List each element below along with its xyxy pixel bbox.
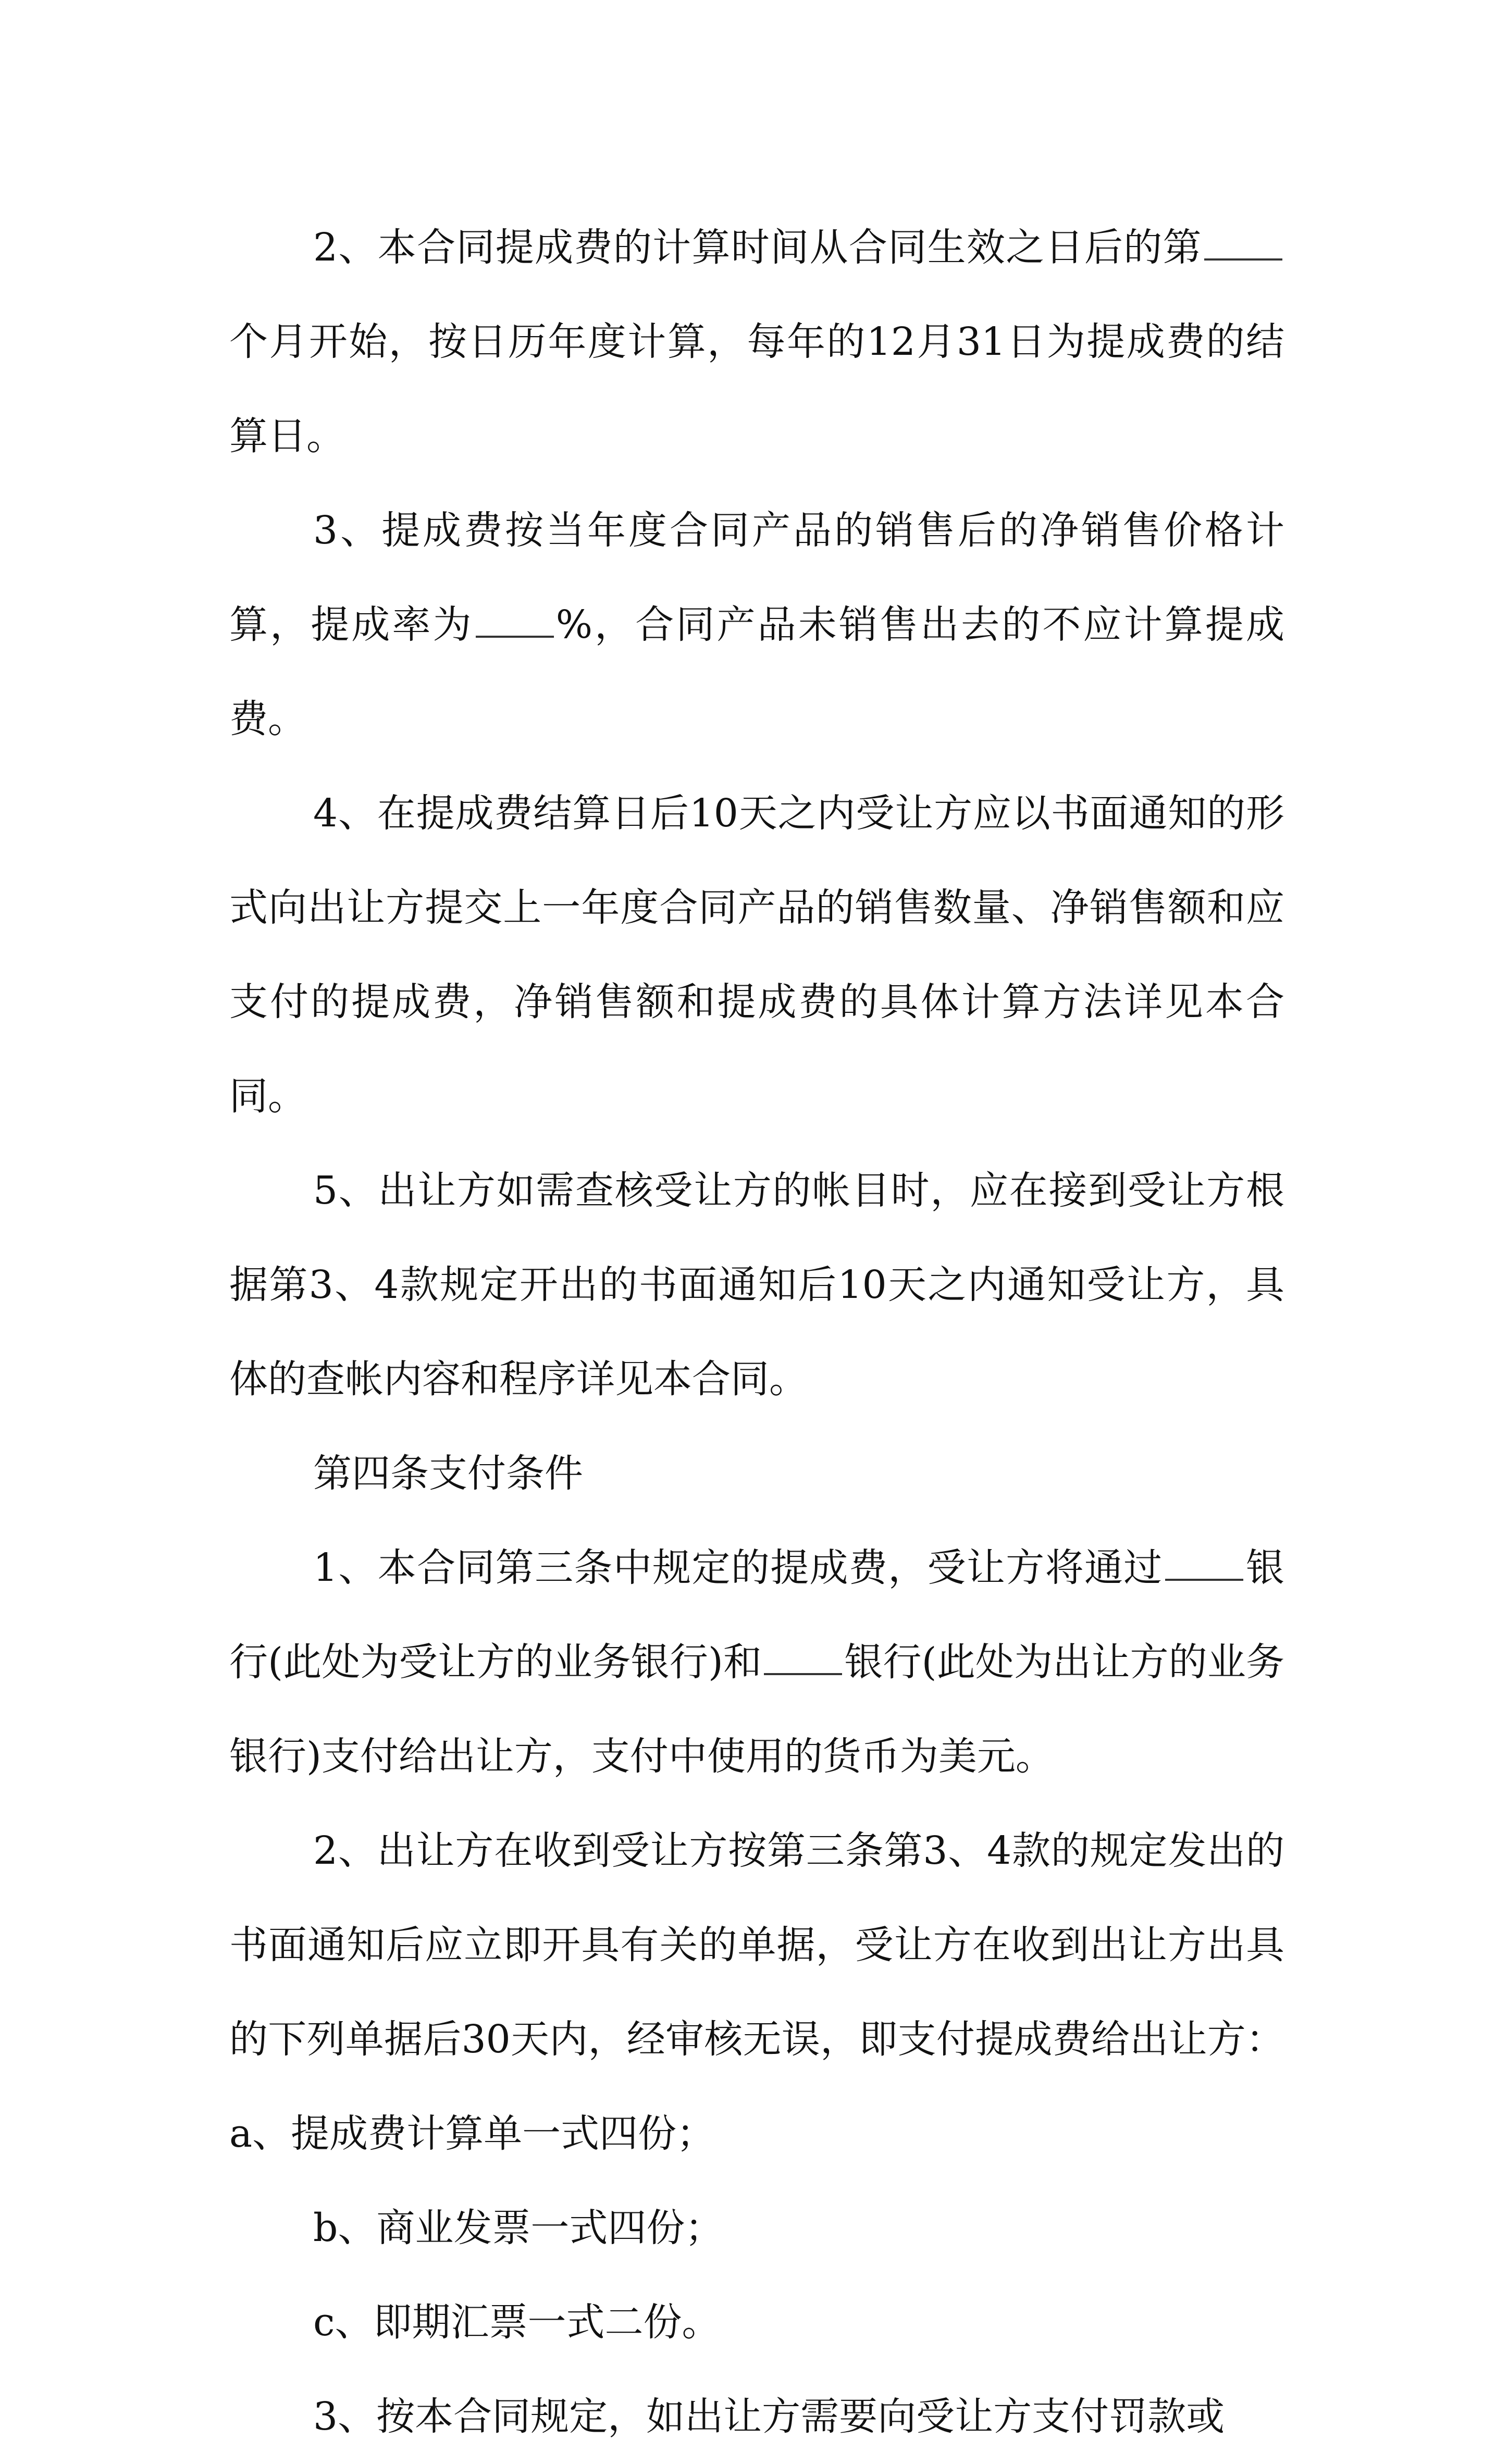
blank-field — [476, 601, 554, 638]
paragraph-text: %，合同产品未销售出去的不应计算提成费。 — [229, 602, 1285, 741]
paragraph-text: c、即期汇票一式二份。 — [313, 2300, 721, 2345]
paragraph-written-notice — [229, 766, 1284, 1144]
blank-field — [1204, 224, 1282, 261]
paragraph-text: 2、本合同提成费的计算时间从合同生效之日后的第 — [313, 225, 1202, 270]
list-item-sight-draft — [229, 2275, 1284, 2370]
blank-field — [764, 1638, 842, 1675]
paragraph-account-audit — [229, 1144, 1284, 1427]
paragraph-text: 2、出让方在收到受让方按第三条第3、4款的规定发出的书面通知后应立即开具有关的单据，受让方在收到出让方出具的下列单据后30天内，经审核无误，即支付提成费给出让方：a、提成费计算单一式四份； — [229, 1828, 1284, 2156]
paragraph-text: 3、提成费按当年度合同产品的销售后的净销售价格计算，提成率为 — [229, 508, 1284, 647]
paragraph-payment-documents — [229, 1804, 1284, 2181]
paragraph-penalty — [229, 2370, 1284, 2464]
paragraph-text: 银行(此处为出让方的业务银行)支付给出让方，支付中使用的货币为美元。 — [229, 1640, 1284, 1779]
paragraph-text: 个月开始，按日历年度计算，每年的12月31日为提成费的结算日。 — [229, 319, 1284, 459]
paragraph-payment-banks — [229, 1521, 1284, 1804]
paragraph-text: 4、在提成费结算日后10天之内受让方应以书面通知的形式向出让方提交上一年度合同产品的销售数量、净销售额和应支付的提成费，净销售额和提成费的具体计算方法详见本合同。 — [229, 791, 1284, 1119]
section-heading-text: 第四条支付条件 — [313, 1451, 583, 1496]
paragraph-commission-start-date — [229, 201, 1284, 484]
section-heading-payment-terms — [229, 1427, 1284, 1521]
paragraph-commission-rate — [229, 484, 1284, 766]
document-page — [229, 201, 1284, 2464]
paragraph-text: 1、本合同第三条中规定的提成费，受让方将通过 — [313, 1545, 1163, 1590]
paragraph-text: 3、按本合同规定，如出让方需要向受让方支付罚款或 — [313, 2394, 1225, 2439]
list-item-commercial-invoice — [229, 2181, 1284, 2275]
blank-field — [1165, 1544, 1243, 1581]
paragraph-text: 银行(此处为受让方的业务银行)和 — [229, 1545, 1284, 1685]
paragraph-text: 5、出让方如需查核受让方的帐目时，应在接到受让方根据第3、4款规定开出的书面通知后10天之内通知受让方，具体的查帐内容和程序详见本合同。 — [229, 1168, 1284, 1402]
paragraph-text: b、商业发票一式四份； — [313, 2206, 724, 2250]
